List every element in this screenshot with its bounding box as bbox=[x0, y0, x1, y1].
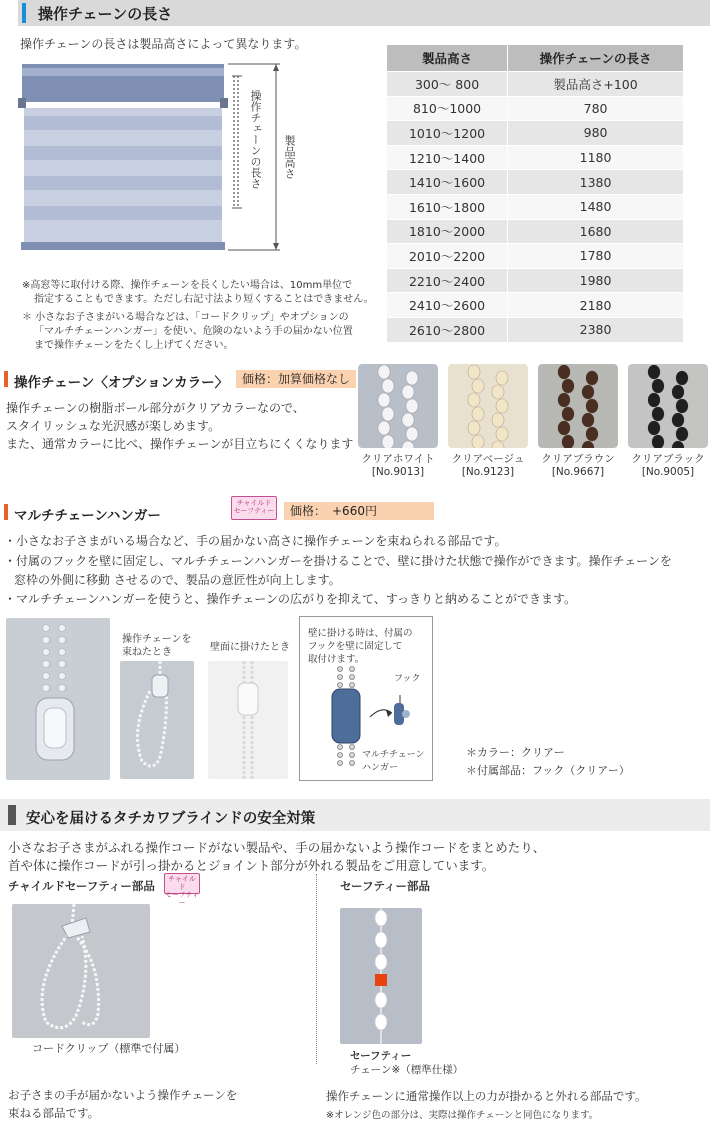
table-row bbox=[387, 293, 684, 318]
diagram-chain-label: 操作チェーンの長さ bbox=[249, 90, 262, 189]
hanger-install-diagram bbox=[299, 616, 433, 781]
table-header-row bbox=[387, 45, 684, 72]
hanger-bullet-1: ・小さなお子さまがいる場合など、手の届かない高さに操作チェーンを束ねられる部品です。 bbox=[4, 534, 507, 548]
child-safety-badge bbox=[164, 873, 200, 907]
diagram-hanger-label-2: ハンガー bbox=[362, 763, 399, 773]
note-child-3: まで操作チェーンをたくし上げてください。 bbox=[34, 340, 234, 351]
swatch-name: クリアブラウン bbox=[541, 453, 615, 465]
table-header-height: 製品高さ bbox=[387, 45, 508, 72]
diagram-text-3: 取付けます。 bbox=[308, 654, 365, 665]
price-hanger: 価格： +660円 bbox=[284, 502, 434, 520]
safety-part-desc: 操作チェーンに通常操作以上の力が掛かると外れる部品です。 bbox=[326, 1089, 647, 1103]
badge-line-1: チャイルド bbox=[168, 875, 196, 891]
section-title-hanger: マルチチェーンハンガー bbox=[14, 508, 161, 524]
spec-color: ＊カラー：クリアー bbox=[466, 746, 565, 759]
chain-length-cell: 1480 bbox=[508, 194, 684, 219]
cord-clip-photo bbox=[12, 904, 150, 1038]
section-title: 操作チェーンの長さ bbox=[38, 5, 173, 23]
safety-part-heading: セーフティー部品 bbox=[340, 879, 431, 893]
bundled-photo bbox=[120, 661, 194, 779]
section-header-safety bbox=[0, 799, 710, 831]
table-row bbox=[387, 194, 684, 219]
price-option-color: 価格：加算価格なし bbox=[236, 370, 356, 388]
table-row bbox=[387, 219, 684, 244]
swatch-item bbox=[358, 364, 438, 478]
height-range-cell: 810～1000 bbox=[387, 96, 508, 121]
chain-length-cell: 1380 bbox=[508, 170, 684, 195]
chain-length-cell: 1680 bbox=[508, 219, 684, 244]
hanger-bullet-3: ・マルチチェーンハンガーを使うと、操作チェーンの広がりを抑えて、すっきりと納めることができます。 bbox=[4, 592, 577, 606]
safety-intro-1: 小さなお子さまがふれる操作コードがない製品や、手の届かないよう操作コードをまとめたり、 bbox=[8, 840, 546, 855]
safety-chain-caption-1: セーフティー bbox=[350, 1050, 412, 1062]
header-accent-bar bbox=[22, 3, 26, 23]
table-row bbox=[387, 317, 684, 342]
table-row bbox=[387, 96, 684, 121]
swatch-code: [No.9005] bbox=[641, 466, 695, 478]
child-safety-badge bbox=[231, 496, 277, 520]
height-range-cell: 1610～1800 bbox=[387, 194, 508, 219]
note-high-window-1: ※高窓等に取付ける際、操作チェーンを長くしたい場合は、10mm単位で bbox=[22, 280, 353, 291]
swatch-item bbox=[538, 364, 618, 478]
section-header-chain-length bbox=[18, 0, 710, 26]
chain-length-table bbox=[386, 44, 684, 343]
height-range-cell: 1410～1600 bbox=[387, 170, 508, 195]
height-range-cell: 300～ 800 bbox=[387, 72, 508, 97]
swatch-name: クリアブラック bbox=[631, 453, 705, 465]
cord-clip-desc-2: 束ねる部品です。 bbox=[8, 1106, 100, 1120]
section-title-option-color: 操作チェーン〈オプションカラー〉 bbox=[14, 375, 229, 391]
swatch-code: [No.9123] bbox=[461, 466, 515, 478]
note-high-window-2: 指定することもできます。ただし右記寸法より短くすることはできません。 bbox=[34, 294, 374, 305]
cord-clip-desc-1: お子さまの手が届かないよう操作チェーンを bbox=[8, 1088, 238, 1102]
chain-length-cell: 2380 bbox=[508, 317, 684, 342]
chain-swatch-image bbox=[448, 364, 528, 448]
hanger-bullet-2b: 窓枠の外側に移動 させるので、製品の意匠性が向上します。 bbox=[14, 573, 341, 587]
chain-length-cell: 2180 bbox=[508, 293, 684, 318]
option-color-desc-2: スタイリッシュな光沢感が楽しめます。 bbox=[6, 419, 221, 433]
table-row bbox=[387, 72, 684, 97]
blind-length-diagram bbox=[18, 58, 308, 258]
swatch-name: クリアホワイト bbox=[361, 453, 435, 465]
cord-clip-caption: コードクリップ（標準で付属） bbox=[32, 1042, 186, 1055]
height-range-cell: 1210～1400 bbox=[387, 145, 508, 170]
section-accent-bar bbox=[4, 371, 8, 387]
swatch-name: クリアベージュ bbox=[451, 453, 525, 465]
safety-chain-caption-2: チェーン※（標準仕様） bbox=[350, 1064, 464, 1076]
safety-part-note: ※オレンジ色の部分は、実際は操作チェーンと同色になります。 bbox=[326, 1110, 599, 1121]
chain-length-cell: 1180 bbox=[508, 145, 684, 170]
hanger-photo bbox=[6, 618, 110, 780]
swatch-item bbox=[628, 364, 708, 478]
chain-length-cell: 1780 bbox=[508, 244, 684, 269]
swatch-code: [No.9013] bbox=[371, 466, 425, 478]
diagram-text-1: 壁に掛ける時は、付属の bbox=[308, 628, 413, 639]
swatch-code: [No.9667] bbox=[551, 466, 605, 478]
height-range-cell: 2610～2800 bbox=[387, 317, 508, 342]
chain-swatch-image bbox=[358, 364, 438, 448]
diagram-hanger-label-1: マルチチェーン bbox=[362, 750, 425, 760]
badge-line-1: チャイルド bbox=[236, 499, 272, 507]
diagram-text-2: フックを壁に固定して bbox=[308, 641, 403, 652]
spec-parts: ＊付属部品：フック（クリアー） bbox=[466, 764, 630, 777]
height-range-cell: 2010～2200 bbox=[387, 244, 508, 269]
caption-bundled-2: 束ねたとき bbox=[122, 647, 172, 658]
section-subtitle: 操作チェーンの長さは製品高さによって異なります。 bbox=[20, 37, 307, 51]
option-color-desc-3: また、通常カラーに比べ、操作チェーンが目立ちにくくなります bbox=[6, 437, 354, 451]
diagram-hook-label: フック bbox=[394, 674, 421, 684]
caption-wall: 壁面に掛けたとき bbox=[210, 642, 290, 653]
chain-swatch-image bbox=[628, 364, 708, 448]
note-child-2: 「マルチチェーンハンガー」を使い、危険のないよう手の届かない位置 bbox=[34, 326, 353, 337]
chain-length-cell: 製品高さ+100 bbox=[508, 72, 684, 97]
child-safety-heading: チャイルドセーフティー部品 bbox=[8, 879, 155, 893]
wall-photo bbox=[208, 661, 288, 779]
badge-line-2: セーフティー bbox=[233, 507, 275, 515]
safety-intro-2: 首や体に操作コードが引っ掛かるとジョイント部分が外れる製品をご用意しています。 bbox=[8, 858, 495, 873]
hanger-bullet-2a: ・付属のフックを壁に固定し、マルチチェーンハンガーを掛けることで、壁に掛けた状態で操作ができます。操作チェーンを bbox=[4, 554, 672, 568]
table-row bbox=[387, 244, 684, 269]
table-row bbox=[387, 170, 684, 195]
option-color-desc-1: 操作チェーンの樹脂ボール部分がクリアカラーなので、 bbox=[6, 401, 305, 415]
section-title-safety: 安心を届けるタチカワブラインドの安全対策 bbox=[26, 811, 316, 827]
column-divider bbox=[316, 874, 317, 1064]
badge-line-2: セーフティー bbox=[165, 891, 199, 907]
chain-length-cell: 980 bbox=[508, 121, 684, 146]
diagram-height-label: 製品高さ bbox=[283, 135, 296, 179]
header-accent-bar bbox=[8, 805, 16, 825]
height-range-cell: 2410～2600 bbox=[387, 293, 508, 318]
table-header-chain: 操作チェーンの長さ bbox=[508, 45, 684, 72]
chain-swatch-image bbox=[538, 364, 618, 448]
table-row bbox=[387, 145, 684, 170]
height-range-cell: 1810～2000 bbox=[387, 219, 508, 244]
section-accent-bar bbox=[4, 504, 8, 520]
caption-bundled-1: 操作チェーンを bbox=[122, 634, 192, 645]
chain-length-cell: 1980 bbox=[508, 268, 684, 293]
safety-chain-photo bbox=[340, 908, 422, 1044]
chain-length-cell: 780 bbox=[508, 96, 684, 121]
swatch-item bbox=[448, 364, 528, 478]
table-row bbox=[387, 268, 684, 293]
height-range-cell: 1010～1200 bbox=[387, 121, 508, 146]
height-range-cell: 2210～2400 bbox=[387, 268, 508, 293]
note-child-1: ＊ 小さなお子さまがいる場合などは、「コードクリップ」やオプションの bbox=[22, 312, 349, 323]
table-row bbox=[387, 121, 684, 146]
